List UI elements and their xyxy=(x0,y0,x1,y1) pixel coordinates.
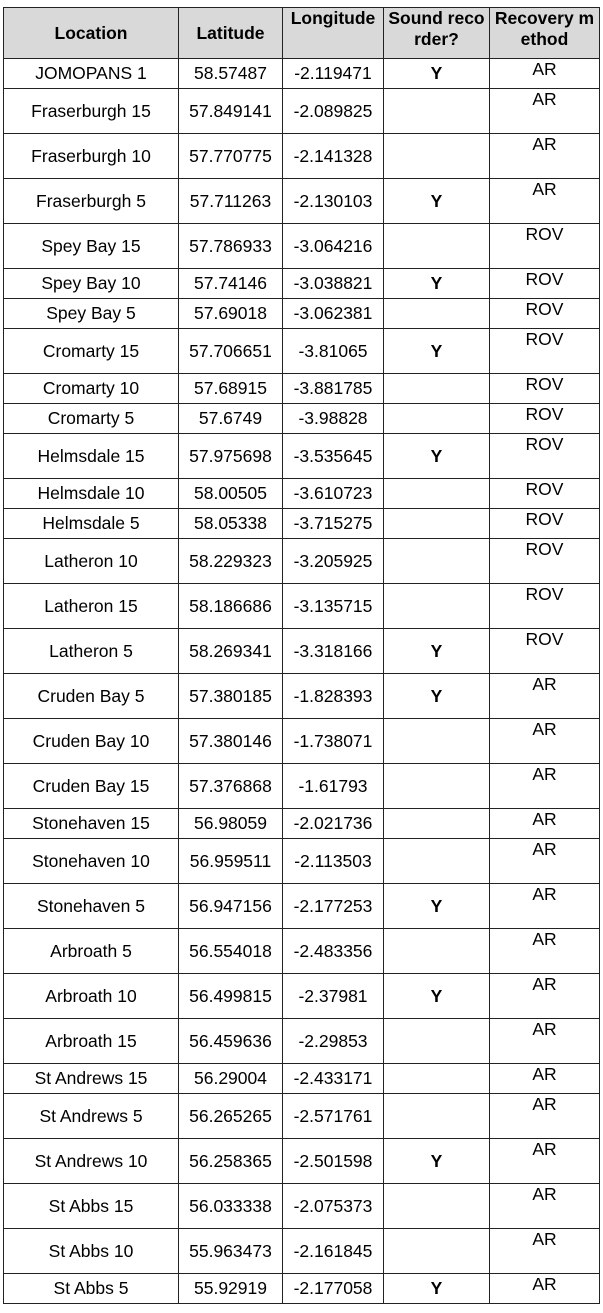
cell-latitude: 56.959511 xyxy=(179,839,283,884)
cell-recovery-method: ROV xyxy=(490,479,600,509)
cell-sound-recorder: Y xyxy=(384,974,490,1019)
table-row xyxy=(4,134,600,179)
cell-latitude: 57.6749 xyxy=(179,404,283,434)
cell-longitude: -3.135715 xyxy=(283,584,384,629)
cell-recovery-method: ROV xyxy=(490,269,600,299)
table-row xyxy=(4,1064,600,1094)
table-row xyxy=(4,374,600,404)
cell-sound-recorder xyxy=(384,1019,490,1064)
cell-sound-recorder xyxy=(384,134,490,179)
cell-longitude: -1.61793 xyxy=(283,764,384,809)
cell-sound-recorder xyxy=(384,929,490,974)
cell-latitude: 57.69018 xyxy=(179,299,283,329)
cell-longitude: -2.161845 xyxy=(283,1229,384,1274)
cell-latitude: 56.947156 xyxy=(179,884,283,929)
cell-sound-recorder xyxy=(384,299,490,329)
cell-recovery-method: AR xyxy=(490,1094,600,1139)
cell-sound-recorder xyxy=(384,509,490,539)
cell-longitude: -3.205925 xyxy=(283,539,384,584)
cell-sound-recorder xyxy=(384,539,490,584)
cell-location: Cruden Bay 5 xyxy=(4,674,179,719)
cell-recovery-method: ROV xyxy=(490,539,600,584)
cell-latitude: 58.05338 xyxy=(179,509,283,539)
cell-location: Latheron 5 xyxy=(4,629,179,674)
cell-longitude: -2.130103 xyxy=(283,179,384,224)
cell-longitude: -3.881785 xyxy=(283,374,384,404)
cell-location: Latheron 10 xyxy=(4,539,179,584)
cell-longitude: -2.021736 xyxy=(283,809,384,839)
table-row xyxy=(4,584,600,629)
table-row xyxy=(4,509,600,539)
cell-location: Stonehaven 10 xyxy=(4,839,179,884)
cell-recovery-method: ROV xyxy=(490,224,600,269)
cell-location: Stonehaven 5 xyxy=(4,884,179,929)
cell-recovery-method: AR xyxy=(490,1274,600,1304)
cell-longitude: -2.433171 xyxy=(283,1064,384,1094)
cell-location: Cruden Bay 10 xyxy=(4,719,179,764)
cell-longitude: -2.37981 xyxy=(283,974,384,1019)
cell-recovery-method: AR xyxy=(490,59,600,89)
cell-location: Cruden Bay 15 xyxy=(4,764,179,809)
cell-location: Fraserburgh 15 xyxy=(4,89,179,134)
cell-location: Helmsdale 15 xyxy=(4,434,179,479)
table-row xyxy=(4,1229,600,1274)
table-row xyxy=(4,629,600,674)
cell-location: St Abbs 5 xyxy=(4,1274,179,1304)
cell-longitude: -3.318166 xyxy=(283,629,384,674)
cell-sound-recorder xyxy=(384,89,490,134)
cell-location: Arbroath 5 xyxy=(4,929,179,974)
cell-longitude: -2.075373 xyxy=(283,1184,384,1229)
cell-latitude: 56.459636 xyxy=(179,1019,283,1064)
cell-longitude: -3.062381 xyxy=(283,299,384,329)
cell-longitude: -3.038821 xyxy=(283,269,384,299)
cell-recovery-method: AR xyxy=(490,179,600,224)
cell-recovery-method: AR xyxy=(490,1229,600,1274)
cell-sound-recorder: Y xyxy=(384,884,490,929)
table-row xyxy=(4,479,600,509)
cell-sound-recorder xyxy=(384,479,490,509)
cell-latitude: 56.29004 xyxy=(179,1064,283,1094)
table-row xyxy=(4,59,600,89)
cell-latitude: 57.74146 xyxy=(179,269,283,299)
cell-sound-recorder xyxy=(384,1184,490,1229)
cell-location: St Andrews 15 xyxy=(4,1064,179,1094)
table-row xyxy=(4,1019,600,1064)
cell-longitude: -2.177058 xyxy=(283,1274,384,1304)
cell-location: Latheron 15 xyxy=(4,584,179,629)
cell-sound-recorder: Y xyxy=(384,1139,490,1184)
cell-recovery-method: ROV xyxy=(490,509,600,539)
cell-sound-recorder: Y xyxy=(384,179,490,224)
cell-recovery-method: AR xyxy=(490,719,600,764)
cell-latitude: 58.229323 xyxy=(179,539,283,584)
cell-recovery-method: AR xyxy=(490,1019,600,1064)
cell-recovery-method: ROV xyxy=(490,434,600,479)
cell-latitude: 57.975698 xyxy=(179,434,283,479)
cell-location: St Abbs 15 xyxy=(4,1184,179,1229)
cell-sound-recorder: Y xyxy=(384,269,490,299)
table-row xyxy=(4,299,600,329)
cell-longitude: -3.064216 xyxy=(283,224,384,269)
cell-longitude: -2.141328 xyxy=(283,134,384,179)
cell-longitude: -3.610723 xyxy=(283,479,384,509)
table-body xyxy=(4,59,600,1304)
cell-longitude: -2.483356 xyxy=(283,929,384,974)
cell-longitude: -1.738071 xyxy=(283,719,384,764)
cell-longitude: -2.501598 xyxy=(283,1139,384,1184)
cell-latitude: 56.033338 xyxy=(179,1184,283,1229)
cell-latitude: 56.98059 xyxy=(179,809,283,839)
cell-sound-recorder xyxy=(384,764,490,809)
table-row xyxy=(4,674,600,719)
cell-recovery-method: AR xyxy=(490,1064,600,1094)
cell-location: Arbroath 10 xyxy=(4,974,179,1019)
table-row xyxy=(4,1184,600,1229)
cell-latitude: 55.92919 xyxy=(179,1274,283,1304)
cell-longitude: -3.535645 xyxy=(283,434,384,479)
cell-sound-recorder xyxy=(384,839,490,884)
cell-sound-recorder xyxy=(384,1064,490,1094)
table-row xyxy=(4,269,600,299)
table-row xyxy=(4,1139,600,1184)
cell-recovery-method: ROV xyxy=(490,404,600,434)
cell-latitude: 57.711263 xyxy=(179,179,283,224)
cell-latitude: 56.265265 xyxy=(179,1094,283,1139)
cell-sound-recorder: Y xyxy=(384,329,490,374)
cell-longitude: -2.29853 xyxy=(283,1019,384,1064)
cell-location: St Andrews 5 xyxy=(4,1094,179,1139)
table-row xyxy=(4,929,600,974)
table-row xyxy=(4,839,600,884)
cell-longitude: -2.119471 xyxy=(283,59,384,89)
cell-recovery-method: ROV xyxy=(490,584,600,629)
cell-sound-recorder: Y xyxy=(384,1274,490,1304)
cell-sound-recorder: Y xyxy=(384,629,490,674)
cell-recovery-method: ROV xyxy=(490,299,600,329)
cell-recovery-method: ROV xyxy=(490,629,600,674)
cell-location: Stonehaven 15 xyxy=(4,809,179,839)
cell-sound-recorder: Y xyxy=(384,434,490,479)
cell-longitude: -3.715275 xyxy=(283,509,384,539)
cell-recovery-method: ROV xyxy=(490,374,600,404)
cell-sound-recorder xyxy=(384,719,490,764)
cell-recovery-method: AR xyxy=(490,929,600,974)
cell-location: Cromarty 5 xyxy=(4,404,179,434)
cell-latitude: 56.258365 xyxy=(179,1139,283,1184)
cell-longitude: -2.113503 xyxy=(283,839,384,884)
cell-latitude: 57.786933 xyxy=(179,224,283,269)
cell-latitude: 55.963473 xyxy=(179,1229,283,1274)
cell-latitude: 57.706651 xyxy=(179,329,283,374)
cell-latitude: 57.68915 xyxy=(179,374,283,404)
table-row xyxy=(4,329,600,374)
cell-sound-recorder xyxy=(384,374,490,404)
header-location: Location xyxy=(4,8,179,59)
table-row xyxy=(4,89,600,134)
cell-latitude: 58.269341 xyxy=(179,629,283,674)
cell-location: Spey Bay 5 xyxy=(4,299,179,329)
table-row xyxy=(4,719,600,764)
cell-latitude: 56.554018 xyxy=(179,929,283,974)
cell-latitude: 57.849141 xyxy=(179,89,283,134)
cell-latitude: 56.499815 xyxy=(179,974,283,1019)
cell-recovery-method: AR xyxy=(490,974,600,1019)
cell-sound-recorder xyxy=(384,809,490,839)
deployment-table xyxy=(3,7,600,1304)
table-row xyxy=(4,1274,600,1304)
cell-longitude: -2.571761 xyxy=(283,1094,384,1139)
cell-recovery-method: AR xyxy=(490,764,600,809)
header-row xyxy=(4,8,600,59)
cell-latitude: 58.57487 xyxy=(179,59,283,89)
cell-location: Spey Bay 15 xyxy=(4,224,179,269)
cell-location: Arbroath 15 xyxy=(4,1019,179,1064)
header-recovery-method: Recovery method xyxy=(490,8,600,59)
table-row xyxy=(4,539,600,584)
cell-latitude: 57.376868 xyxy=(179,764,283,809)
cell-recovery-method: AR xyxy=(490,89,600,134)
cell-latitude: 58.186686 xyxy=(179,584,283,629)
cell-sound-recorder: Y xyxy=(384,59,490,89)
cell-sound-recorder xyxy=(384,224,490,269)
cell-location: JOMOPANS 1 xyxy=(4,59,179,89)
table-row xyxy=(4,179,600,224)
cell-longitude: -2.177253 xyxy=(283,884,384,929)
table-row xyxy=(4,1094,600,1139)
table-row xyxy=(4,884,600,929)
cell-sound-recorder xyxy=(384,584,490,629)
header-sound-recorder: Sound recorder? xyxy=(384,8,490,59)
cell-location: Cromarty 10 xyxy=(4,374,179,404)
cell-longitude: -1.828393 xyxy=(283,674,384,719)
cell-location: Helmsdale 10 xyxy=(4,479,179,509)
cell-sound-recorder xyxy=(384,1094,490,1139)
cell-recovery-method: AR xyxy=(490,134,600,179)
table-row xyxy=(4,404,600,434)
cell-latitude: 57.380146 xyxy=(179,719,283,764)
header-latitude: Latitude xyxy=(179,8,283,59)
table-row xyxy=(4,434,600,479)
cell-latitude: 58.00505 xyxy=(179,479,283,509)
cell-sound-recorder xyxy=(384,404,490,434)
table-row xyxy=(4,809,600,839)
cell-longitude: -2.089825 xyxy=(283,89,384,134)
cell-recovery-method: AR xyxy=(490,884,600,929)
cell-recovery-method: AR xyxy=(490,839,600,884)
cell-longitude: -3.81065 xyxy=(283,329,384,374)
cell-recovery-method: ROV xyxy=(490,329,600,374)
cell-latitude: 57.380185 xyxy=(179,674,283,719)
cell-location: Fraserburgh 5 xyxy=(4,179,179,224)
table-row xyxy=(4,224,600,269)
cell-recovery-method: AR xyxy=(490,809,600,839)
cell-location: Helmsdale 5 xyxy=(4,509,179,539)
header-longitude: Longitude xyxy=(283,8,384,59)
cell-sound-recorder: Y xyxy=(384,674,490,719)
cell-location: Cromarty 15 xyxy=(4,329,179,374)
cell-longitude: -3.98828 xyxy=(283,404,384,434)
cell-sound-recorder xyxy=(384,1229,490,1274)
cell-location: St Abbs 10 xyxy=(4,1229,179,1274)
cell-location: Spey Bay 10 xyxy=(4,269,179,299)
table-row xyxy=(4,764,600,809)
cell-location: Fraserburgh 10 xyxy=(4,134,179,179)
table-row xyxy=(4,974,600,1019)
cell-location: St Andrews 10 xyxy=(4,1139,179,1184)
cell-recovery-method: AR xyxy=(490,1184,600,1229)
cell-recovery-method: AR xyxy=(490,1139,600,1184)
cell-latitude: 57.770775 xyxy=(179,134,283,179)
cell-recovery-method: AR xyxy=(490,674,600,719)
